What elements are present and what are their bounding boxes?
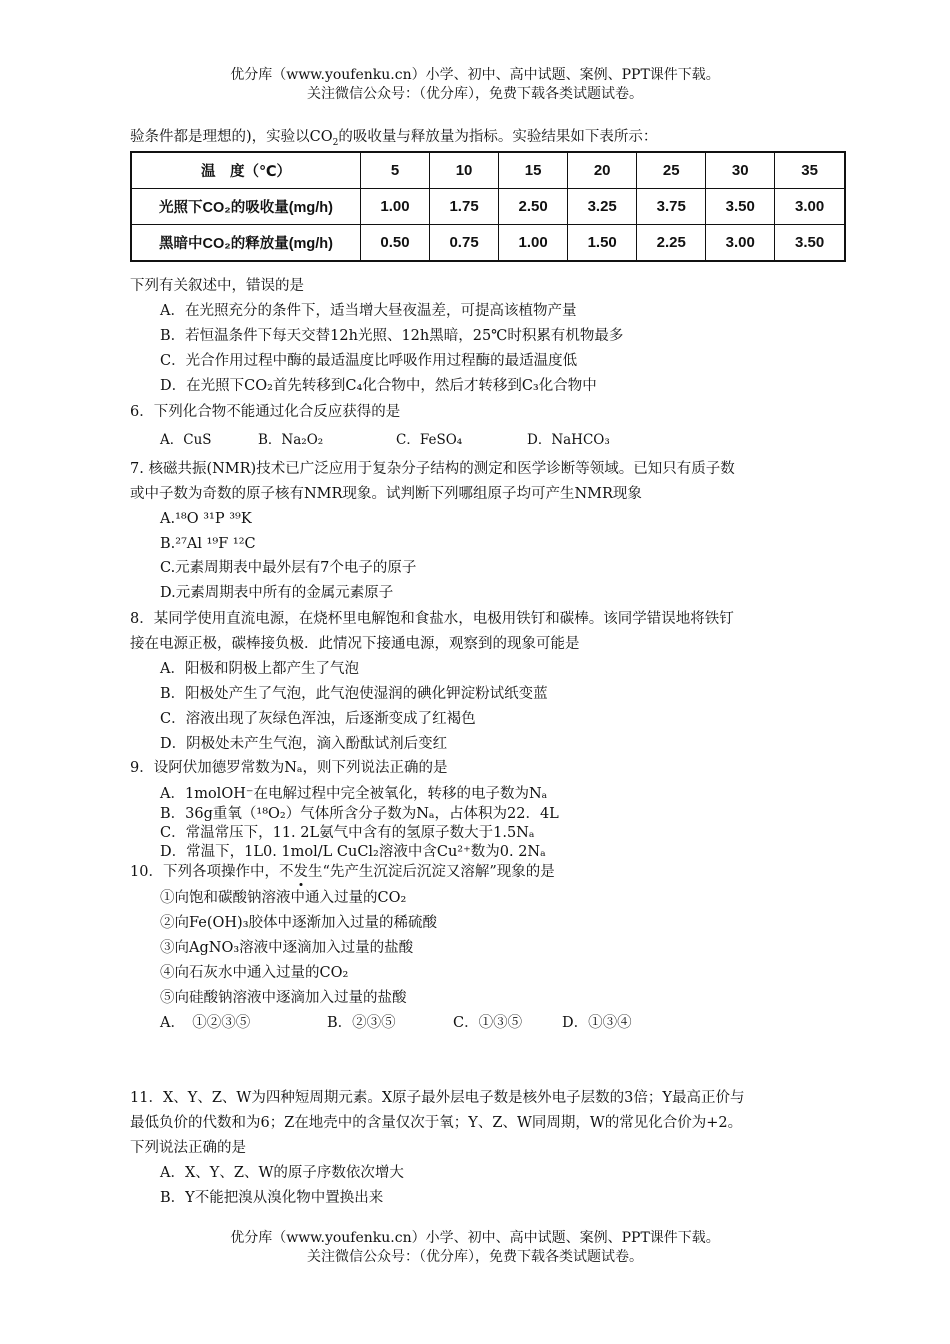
table-cell: 1.75 bbox=[430, 189, 499, 225]
q7-stem-line-1: 7. 核磁共振(NMR)技术已广泛应用于复杂分子结构的测定和医学诊断等领域。已知只有质子数 bbox=[130, 461, 735, 477]
table-row-label: 光照下CO₂的吸收量(mg/h) bbox=[131, 189, 361, 225]
table-cell: 2.50 bbox=[499, 189, 568, 225]
intro-text-before: 验条件都是理想的)，实验以CO bbox=[130, 129, 333, 145]
q9-option-a: A．1molOH⁻在电解过程中完全被氧化，转移的电子数为Nₐ bbox=[160, 786, 548, 802]
q10-item-2: ②向Fe(OH)₃胶体中逐渐加入过量的稀硫酸 bbox=[160, 915, 438, 931]
table-row-temperature bbox=[131, 152, 845, 189]
table-cell: 0.75 bbox=[430, 225, 499, 262]
intro-text bbox=[130, 127, 657, 153]
q9-option-d: D．常温下，1L0. 1mol/L CuCl₂溶液中含Cu²⁺数为0. 2Nₐ bbox=[160, 844, 546, 860]
q7-option-d: D.元素周期表中所有的金属元素原子 bbox=[160, 585, 394, 601]
q10-item-1: ①向饱和碳酸钠溶液中通入过量的CO₂ bbox=[160, 890, 407, 906]
intro-text-after: 的吸收量与释放量为指标。实验结果如下表所示： bbox=[338, 129, 658, 145]
table-row-dark-release bbox=[131, 225, 845, 262]
q5-option-c: C．光合作用过程中酶的最适温度比呼吸作用过程酶的最适温度低 bbox=[160, 353, 578, 369]
table-cell: 15 bbox=[499, 152, 568, 189]
q10-stem-after: “先产生沉淀后沉淀又溶解”现象的是 bbox=[322, 864, 555, 880]
q7-stem-line-2: 或中子数为奇数的原子核有NMR现象。试判断下列哪组原子均可产生NMR现象 bbox=[130, 486, 642, 502]
table-cell: 1.50 bbox=[568, 225, 637, 262]
table-cell: 30 bbox=[706, 152, 775, 189]
footer-line-1: 优分库（www.youfenku.cn）小学、初中、高中试题、案例、PPT课件下载。 bbox=[230, 1230, 720, 1246]
q6-option-b: B．Na₂O₂ bbox=[258, 432, 324, 448]
q8-stem-line-1: 8．某同学使用直流电源，在烧杯里电解饱和食盐水，电极用铁钉和碳棒。该同学错误地将铁钉 bbox=[130, 611, 734, 627]
table-cell: 20 bbox=[568, 152, 637, 189]
q5-stem: 下列有关叙述中，错误的是 bbox=[130, 278, 304, 294]
table-cell: 10 bbox=[430, 152, 499, 189]
q6-option-d: D．NaHCO₃ bbox=[527, 432, 610, 448]
q10-option-a: A． ①②③⑤ bbox=[160, 1015, 251, 1031]
q7-option-a: A.¹⁸O ³¹P ³⁹K bbox=[160, 511, 252, 527]
table-cell: 2.25 bbox=[637, 225, 706, 262]
table-row-light-absorption bbox=[131, 189, 845, 225]
q8-option-b: B．阳极处产生了气泡，此气泡使湿润的碘化钾淀粉试纸变蓝 bbox=[160, 686, 548, 702]
q10-item-3: ③向AgNO₃溶液中逐滴加入过量的盐酸 bbox=[160, 940, 414, 956]
table-cell: 3.50 bbox=[775, 225, 845, 262]
table-cell: 3.00 bbox=[706, 225, 775, 262]
q6-stem: 6．下列化合物不能通过化合反应获得的是 bbox=[130, 404, 401, 420]
intro-sub: 2 bbox=[332, 137, 339, 148]
table-cell: 5 bbox=[361, 152, 430, 189]
table-row-label: 黑暗中CO₂的释放量(mg/h) bbox=[131, 225, 361, 262]
q8-stem-line-2: 接在电源正极，碳棒接负极．此情况下接通电源，观察到的现象可能是 bbox=[130, 636, 580, 652]
experiment-table bbox=[130, 151, 846, 262]
table-cell: 3.50 bbox=[706, 189, 775, 225]
q6-option-a: A．CuS bbox=[160, 432, 212, 448]
q10-stem-emphasis: 不发生 bbox=[278, 864, 323, 880]
q10-stem-before: 10．下列各项操作中， bbox=[130, 864, 279, 880]
q10-item-5: ⑤向硅酸钠溶液中逐滴加入过量的盐酸 bbox=[160, 990, 407, 1006]
q5-option-b: B．若恒温条件下每天交替12h光照、12h黑暗，25℃时积累有机物最多 bbox=[160, 328, 624, 344]
header-line-2: 关注微信公众号：（优分库），免费下载各类试题试卷。 bbox=[307, 86, 643, 102]
table-row-label: 温 度（℃） bbox=[131, 152, 361, 189]
q10-stem bbox=[130, 862, 555, 882]
table-cell: 35 bbox=[775, 152, 845, 189]
table-cell: 3.00 bbox=[775, 189, 845, 225]
q10-option-d: D．①③④ bbox=[562, 1015, 632, 1031]
q11-option-a: A．X、Y、Z、W的原子序数依次增大 bbox=[160, 1165, 404, 1181]
q7-option-b: B.²⁷Al ¹⁹F ¹²C bbox=[160, 536, 256, 552]
footer-line-2: 关注微信公众号：（优分库），免费下载各类试题试卷。 bbox=[307, 1249, 643, 1265]
q5-option-d: D．在光照下CO₂首先转移到C₄化合物中，然后才转移到C₃化合物中 bbox=[160, 378, 597, 394]
q11-option-b: B．Y不能把溴从溴化物中置换出来 bbox=[160, 1190, 384, 1206]
table-cell: 1.00 bbox=[361, 189, 430, 225]
q9-stem: 9．设阿伏加德罗常数为Nₐ，则下列说法正确的是 bbox=[130, 760, 448, 776]
q11-stem-line-1: 11．X、Y、Z、W为四种短周期元素。X原子最外层电子数是核外电子层数的3倍；Y最高正价与 bbox=[130, 1090, 745, 1106]
q9-option-b: B．36g重氧（¹⁸O₂）气体所含分子数为Nₐ，占体积为22．4L bbox=[160, 806, 559, 822]
q8-option-a: A．阳极和阴极上都产生了气泡 bbox=[160, 661, 359, 677]
header-line-1: 优分库（www.youfenku.cn）小学、初中、高中试题、案例、PPT课件下载。 bbox=[230, 67, 720, 83]
q11-stem-line-2: 最低负价的代数和为6；Z在地壳中的含量仅次于氧；Y、Z、W同周期，W的常见化合价为+2。 bbox=[130, 1115, 743, 1131]
q5-option-a: A．在光照充分的条件下，适当增大昼夜温差，可提高该植物产量 bbox=[160, 303, 577, 319]
table-cell: 25 bbox=[637, 152, 706, 189]
q7-option-c: C.元素周期表中最外层有7个电子的原子 bbox=[160, 560, 417, 576]
q8-option-c: C．溶液出现了灰绿色浑浊，后逐渐变成了红褐色 bbox=[160, 711, 476, 727]
q8-option-d: D．阴极处未产生气泡，滴入酚酞试剂后变红 bbox=[160, 736, 448, 752]
q6-option-c: C．FeSO₄ bbox=[396, 432, 463, 448]
q10-item-4: ④向石灰水中通入过量的CO₂ bbox=[160, 965, 349, 981]
table-cell: 3.25 bbox=[568, 189, 637, 225]
table-cell: 3.75 bbox=[637, 189, 706, 225]
q10-option-c: C．①③⑤ bbox=[453, 1015, 523, 1031]
table-cell: 0.50 bbox=[361, 225, 430, 262]
table-cell: 1.00 bbox=[499, 225, 568, 262]
q10-option-b: B．②③⑤ bbox=[327, 1015, 396, 1031]
q9-option-c: C．常温常压下，11. 2L氨气中含有的氢原子数大于1.5Nₐ bbox=[160, 825, 535, 841]
q11-stem-line-3: 下列说法正确的是 bbox=[130, 1140, 246, 1156]
